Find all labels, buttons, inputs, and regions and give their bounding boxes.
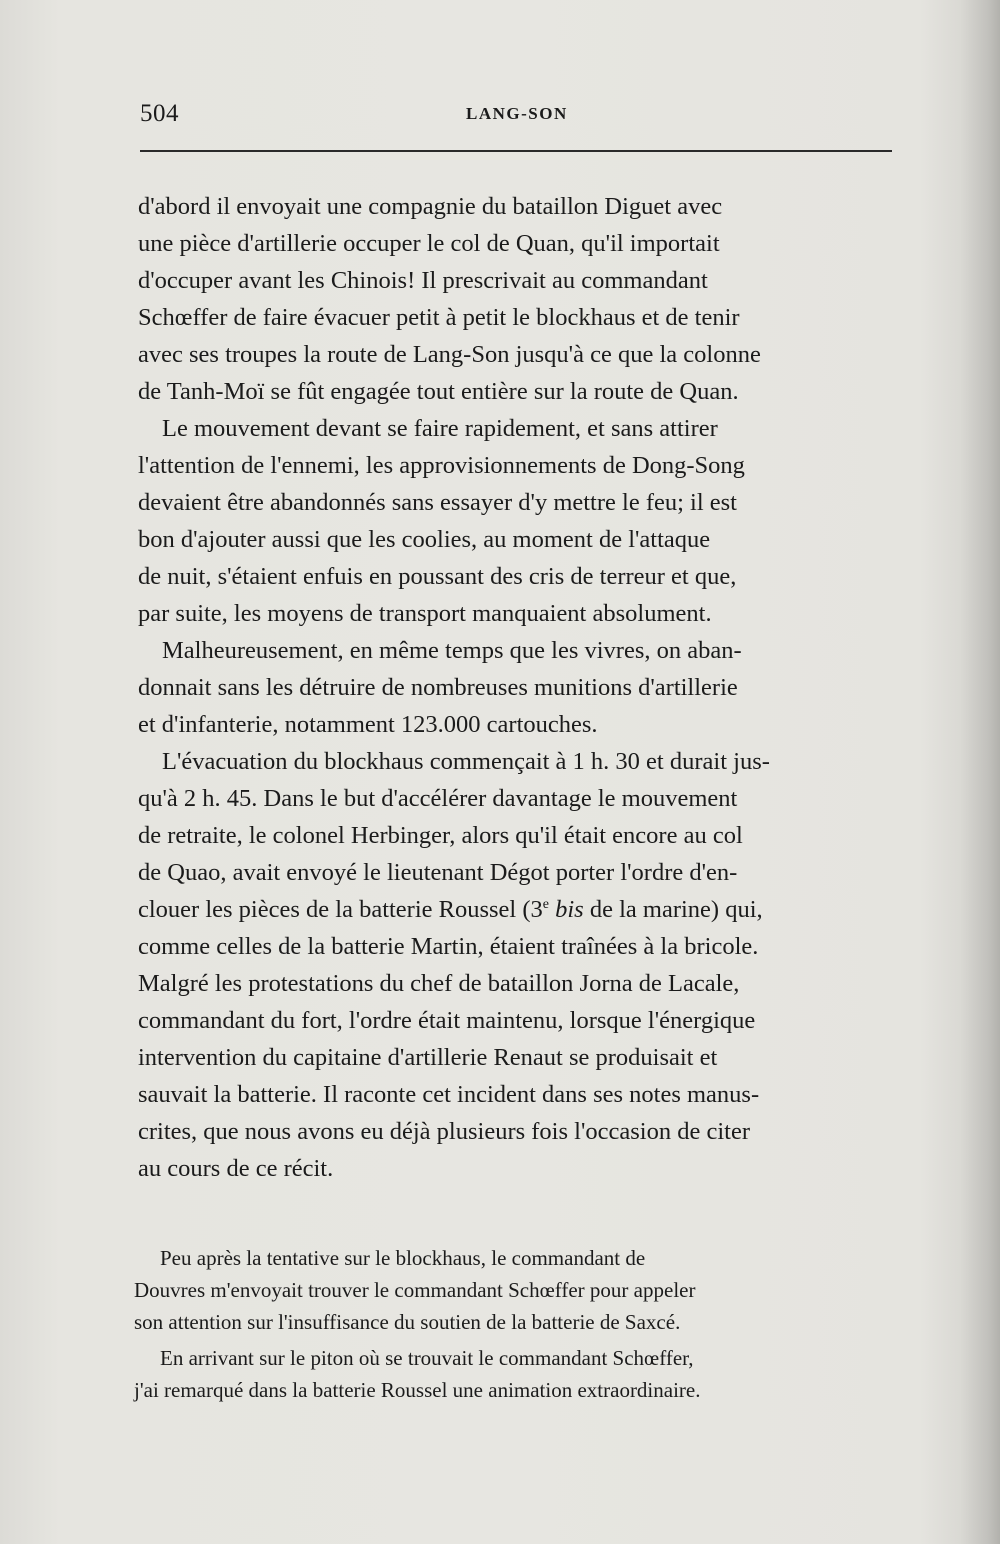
main-text [138,188,898,1187]
running-head: LANG-SON [466,104,568,123]
paragraph-1: d'abord il envoyait une compagnie du bataillon Diguet avec une pièce d'artillerie occuper le col de Quan, qu'il importait d'occuper avant les Chinois! Il prescrivait au commandant Schœffer de faire évacuer petit à petit le blockhaus et de tenir avec ses troupes la route de Lang-Son jusqu'à ce que la colonne de Tanh-Moï se fût engagée tout entière sur la route de Quan. [138,193,761,405]
page-edge-shadow [960,0,1000,1544]
header-rule [140,150,892,152]
paragraph-2: Le mouvement devant se faire rapidement, et sans attirer l'attention de l'ennemi, les approvisionnements de Dong-Song devaient être abandonnés sans essayer d'y mettre le feu; il est bon d'ajouter aussi que les coolies, au moment de l'attaque de nuit, s'étaient enfuis en poussant des cris de terreur et que, par suite, les moyens de transport manquaient absolument. [138,415,745,627]
page-number: 504 [140,100,179,127]
paragraph-3: Malheureusement, en même temps que les vivres, on aban- donnait sans les détruire de nombreuses munitions d'artillerie et d'infanterie, notamment 123.000 cartouches. [138,637,742,738]
paragraph-4-part-1: L'évacuation du blockhaus commençait à 1 h. 30 et durait jus- qu'à 2 h. 45. Dans le but d'accélérer davantage le mouvement de retraite, le colonel Herbinger, alors qu'il était encore au col de Quao, avait envoyé le lieutenant Dégot porter l'ordre d'en- clouer les pièces de la batterie Roussel (3 [138,748,770,923]
paragraph-4-part-2: de la marine) qui, comme celles de la batterie Martin, étaient traînées à la bricole. Malgré les protestations du chef de bataillon Jorna de Lacale, commandant du fort, l'ordre était maintenu, lorsque l'énergique intervention du capitaine d'artillerie Renaut se produisait et sauvait la batterie. Il raconte cet incident dans ses notes manus- crites, que nous avons eu déjà plusieurs fois l'occasion de citer au cours de ce récit. [138,896,763,1182]
quote-paragraph-2: En arrivant sur le piton où se trouvait le commandant Schœffer, j'ai remarqué dans la batterie Roussel une animation extraordinaire. [134,1346,701,1402]
superscript-e: e [542,896,549,912]
page-header [140,96,892,136]
quote-paragraph-1: Peu après la tentative sur le blockhaus, le commandant de Douvres m'envoyait trouver le commandant Schœffer pour appeler son attention sur l'insuffisance du soutien de la batterie de Saxcé. [134,1246,696,1334]
italic-bis: bis [555,896,584,923]
paragraph-4 [138,743,898,1187]
quoted-notes [134,1242,896,1406]
